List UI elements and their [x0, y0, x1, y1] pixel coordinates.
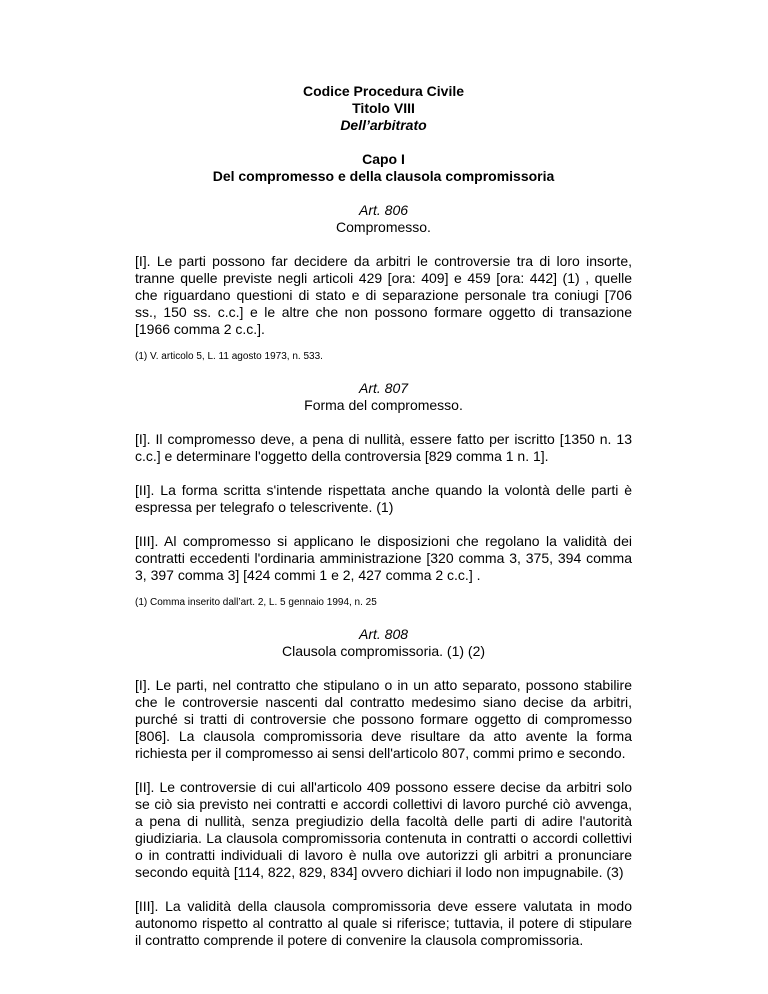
title-number: Titolo VIII — [352, 100, 415, 116]
article-title: Compromesso. — [336, 219, 431, 235]
footnote: (1) V. articolo 5, L. 11 agosto 1973, n. 533. — [135, 351, 323, 362]
article-808-heading — [135, 626, 632, 660]
article-paragraph: [III]. Al compromesso si applicano le disposizioni che regolano la validità dei contratti eccedenti l'ordinaria amministrazione [320 comma 3, 375, 394 comma 3, 397 comma 3] [424 commi 1 e 2, 427 comma 2 c.c.] . — [135, 533, 632, 583]
article-806-heading — [135, 202, 632, 236]
article-paragraph: [III]. La validità della clausola compromissoria deve essere valutata in modo autonomo rispetto al contratto al quale si riferisce; tuttavia, il potere di stipulare il contratto comprende il potere di convenire la clausola compromissoria. — [135, 898, 632, 948]
article-number: Art. 807 — [358, 380, 409, 396]
article-paragraph: [I]. Il compromesso deve, a pena di nullità, essere fatto per iscritto [1350 n. 13 c.c.] e determinare l'oggetto della controversia [829 comma 1 n. 1]. — [135, 431, 632, 464]
title-name: Dell’arbitrato — [340, 117, 427, 133]
article-number: Art. 808 — [358, 626, 409, 642]
footnote: (1) Comma inserito dall’art. 2, L. 5 gennaio 1994, n. 25 — [135, 597, 377, 608]
document-body — [135, 83, 632, 949]
article-title: Forma del compromesso. — [304, 397, 463, 413]
document-heading — [135, 83, 632, 134]
article-paragraph: [I]. Le parti, nel contratto che stipulano o in un atto separato, possono stabilire che le controversie nascenti dal contratto medesimo siano decise da arbitri, purché si tratti di controversie che possono formare oggetto di compromesso [806]. La clausola compromissoria deve risultare da atto avente la forma richiesta per il compromesso ai sensi dell'articolo 807, commi primo e secondo. — [135, 677, 632, 761]
article-paragraph: [I]. Le parti possono far decidere da arbitri le controversie tra di loro insorte, tranne quelle previste negli articoli 429 [ora: 409] e 459 [ora: 442] (1) , quelle che riguardano questioni di stato e di separazione personale tra coniugi [706 ss., 150 ss. c.c.] e le altre che non possono formare oggetto di transazione [1966 comma 2 c.c.]. — [135, 253, 632, 337]
code-title: Codice Procedura Civile — [302, 83, 465, 99]
article-title: Clausola compromissoria. (1) (2) — [281, 643, 486, 659]
article-807-heading — [135, 380, 632, 414]
article-paragraph: [II]. Le controversie di cui all'articolo 409 possono essere decise da arbitri solo se ciò sia previsto nei contratti e accordi collettivi di lavoro purché ciò avvenga, a pena di nullità, senza pregiudizio della facoltà delle parti di adire l'autorità giudiziaria. La clausola compromissoria contenuta in contratti o accordi collettivi o in contratti individuali di lavoro è nulla ove autorizzi gli arbitri a pronunciare secondo equità [114, 822, 829, 834] ovvero dichiari il lodo non impugnabile. (3) — [135, 779, 632, 880]
chapter-number: Capo I — [362, 151, 405, 167]
article-number: Art. 806 — [358, 202, 409, 218]
chapter-title: Del compromesso e della clausola compromissoria — [212, 168, 555, 184]
article-paragraph: [II]. La forma scritta s'intende rispettata anche quando la volontà delle parti è espressa per telegrafo o telescrivente. (1) — [135, 482, 632, 515]
chapter-heading — [135, 151, 632, 185]
